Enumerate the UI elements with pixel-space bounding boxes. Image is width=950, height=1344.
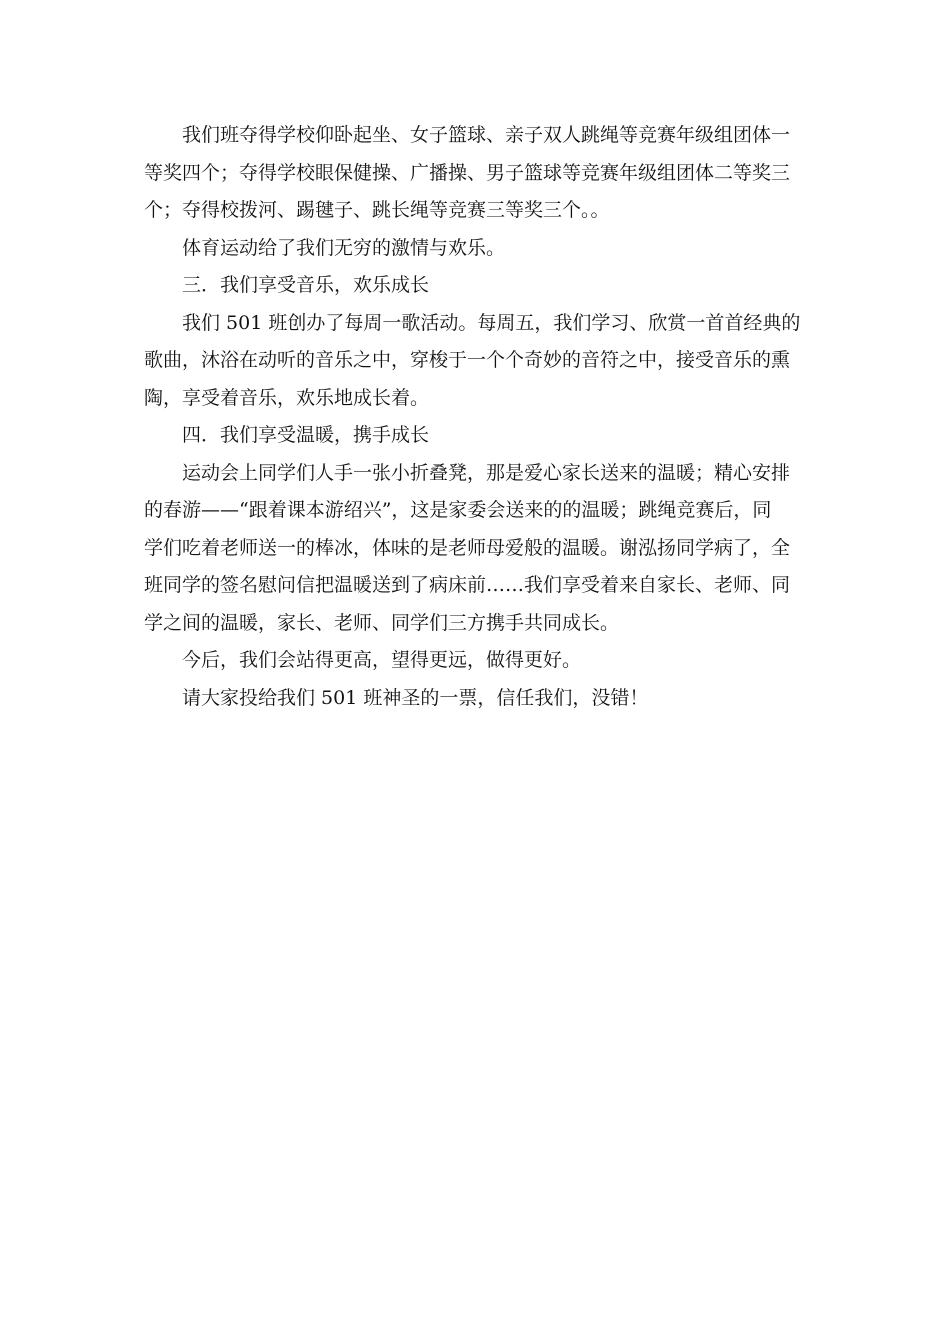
text-line: 班同学的签名慰问信把温暖送到了病床前……我们享受着来自家长、老师、同: [144, 574, 791, 596]
document-body: [144, 117, 808, 717]
paragraph-future: [144, 642, 808, 680]
section-heading-music: [144, 267, 808, 305]
paragraph-warmth: [144, 455, 808, 643]
text-line: 学们吃着老师送一的棒冰，体味的是老师母爱般的温暖。谢泓扬同学病了，全: [144, 536, 791, 559]
text-line: 歌曲，沐浴在动听的音乐之中，穿梭于一个个奇妙的音符之中，接受音乐的熏: [144, 349, 791, 371]
text-line: 体育运动给了我们无穷的激情与欢乐。: [182, 236, 506, 259]
paragraph-sports-awards: [144, 117, 808, 230]
text-line: 三．我们享受音乐，欢乐成长: [182, 274, 430, 296]
text-line: 请大家投给我们 501 班神圣的一票，信任我们，没错！: [182, 686, 649, 709]
text-line: 等奖四个；夺得学校眼保健操、广播操、男子篮球等竞赛年级组团体二等奖三: [144, 161, 791, 184]
text-line: 今后，我们会站得更高，望得更远，做得更好。: [182, 649, 582, 671]
text-line: 我们 501 班创办了每周一歌活动。每周五，我们学习、欣赏一首首经典的: [182, 311, 801, 334]
text-line: 陶，享受着音乐，欢乐地成长着。: [144, 386, 430, 409]
text-line: 个；夺得校拨河、踢毽子、跳长绳等竞赛三等奖三个。。: [144, 199, 610, 221]
text-line: 学之间的温暖，家长、老师、同学们三方携手共同成长。: [144, 611, 620, 634]
paragraph-music: [144, 305, 808, 418]
text-line: 运动会上同学们人手一张小折叠凳，那是爱心家长送来的温暖；精心安排: [182, 461, 791, 484]
text-line: 的春游——“跟着课本游绍兴”，这是家委会送来的的温暖；跳绳竞赛后，同: [144, 499, 772, 521]
text-line: 我们班夺得学校仰卧起坐、女子篮球、亲子双人跳绳等竞赛年级组团体一: [182, 124, 791, 146]
paragraph-vote-request: [144, 680, 808, 718]
section-heading-warmth: [144, 417, 808, 455]
text-line: 四．我们享受温暖，携手成长: [182, 424, 430, 446]
paragraph-sports-summary: [144, 230, 808, 268]
